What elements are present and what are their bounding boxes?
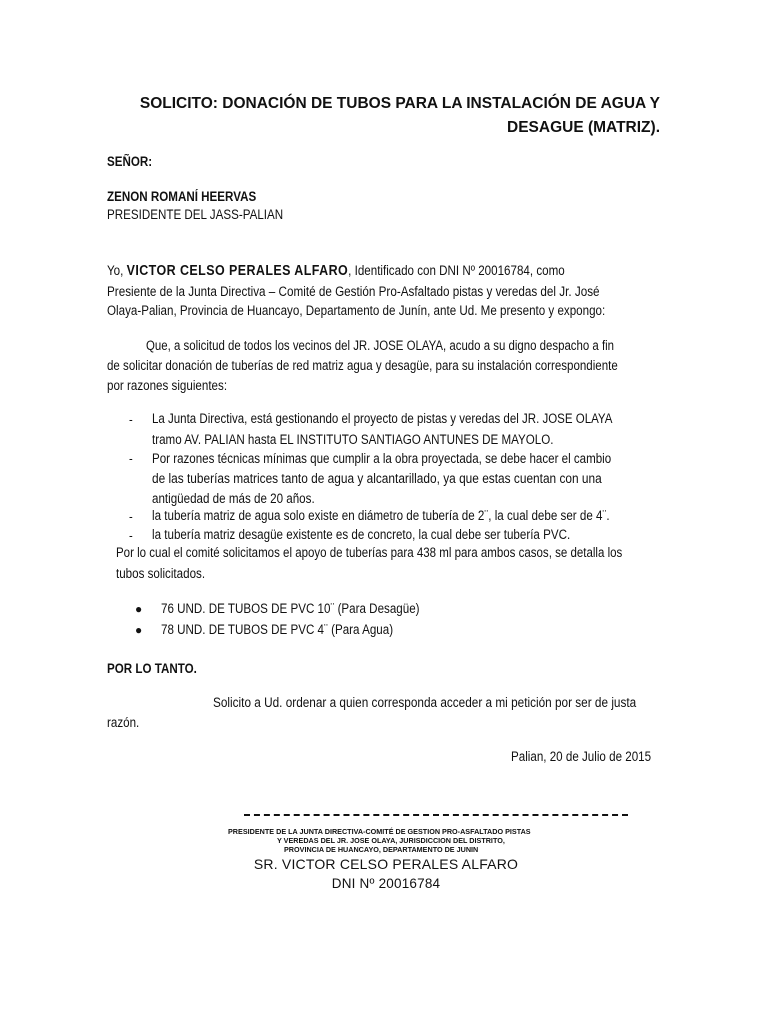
- signature-dni: DNI Nº 20016784: [331, 876, 441, 891]
- intro-line-3: Olaya-Palian, Provincia de Huancayo, Departamento de Junín, ante Ud. Me presento y expongo:: [107, 303, 606, 318]
- paragraph1-line-3: por razones siguientes:: [107, 378, 228, 393]
- reason-2-line-2: de las tuberías matrices tanto de agua y alcantarillado, ya que estas cuentan con una: [152, 471, 602, 486]
- title-line-2: DESAGUE (MATRIZ).: [507, 119, 660, 136]
- signature-line: [244, 814, 628, 816]
- item-1-text: 76 UND. DE TUBOS DE PVC 10¨ (Para Desagüe): [161, 601, 420, 616]
- intro-name: VICTOR CELSO PERALES ALFARO: [126, 263, 349, 279]
- closing-line-1: Solicito a Ud. ordenar a quien corresponda acceder a mi petición por ser de justa: [213, 695, 637, 710]
- reason-4-line-1: la tubería matriz desagüe existente es de concreto, la cual debe ser tubería PVC.: [152, 527, 571, 542]
- reason-3-line-1: la tubería matriz de agua solo existe en diámetro de tubería de 2¨, la cual debe ser de 4¨.: [152, 508, 610, 523]
- place-date: Palian, 20 de Julio de 2015: [511, 749, 652, 764]
- paragraph1-line-2: de solicitar donación de tuberías de red matriz agua y desagüe, para su instalación correspondiente: [107, 358, 618, 373]
- intro-yo: Yo,: [107, 263, 124, 278]
- reason-1-line-2: tramo AV. PALIAN hasta EL INSTITUTO SANTIAGO ANTUNES DE MAYOLO.: [152, 432, 554, 447]
- paragraph2-line-1: Por lo cual el comité solicitamos el apoyo de tuberías para 438 ml para ambos casos, se detalla los: [116, 545, 623, 560]
- item-2-bullet: ●: [135, 623, 143, 637]
- reason-2-line-1: Por razones técnicas mínimas que cumplir a la obra proyectada, se debe hacer el cambio: [152, 451, 612, 466]
- reason-2-dash: -: [129, 451, 133, 466]
- item-2-text: 78 UND. DE TUBOS DE PVC 4¨ (Para Agua): [161, 622, 394, 637]
- signature-name: SR. VICTOR CELSO PERALES ALFARO: [253, 856, 519, 872]
- reason-1-line-1: La Junta Directiva, está gestionando el proyecto de pistas y veredas del JR. JOSE OLAYA: [152, 411, 613, 426]
- paragraph2-line-2: tubos solicitados.: [116, 566, 206, 581]
- intro-line-2: Presiente de la Junta Directiva – Comité de Gestión Pro-Asfaltado pistas y veredas del Jr. José: [107, 284, 600, 299]
- signature-title-line-3: PROVINCIA DE HUANCAYO, DEPARTAMENTO DE JUNIN: [284, 845, 479, 854]
- item-1-bullet: ●: [135, 602, 143, 616]
- intro-rest: , Identificado con DNI Nº 20016784, como: [348, 263, 565, 278]
- intro-paragraph: [107, 261, 660, 281]
- salutation: SEÑOR:: [107, 154, 153, 169]
- paragraph1-line-1: Que, a solicitud de todos los vecinos del JR. JOSE OLAYA, acudo a su digno despacho a fin: [146, 338, 615, 353]
- reason-3-dash: -: [129, 509, 133, 524]
- closing-heading: POR LO TANTO.: [107, 661, 197, 676]
- addressee-position: PRESIDENTE DEL JASS-PALIAN: [107, 207, 284, 222]
- reason-1-dash: -: [129, 412, 133, 427]
- signature-title-line-2: Y VEREDAS DEL JR. JOSE OLAYA, JURISDICCION DEL DISTRITO,: [277, 836, 505, 845]
- reason-4-dash: -: [129, 528, 133, 543]
- signature-title-line-1: PRESIDENTE DE LA JUNTA DIRECTIVA-COMITÉ DE GESTION PRO-ASFALTADO PISTAS: [228, 827, 531, 836]
- title-line-1: SOLICITO: DONACIÓN DE TUBOS PARA LA INSTALACIÓN DE AGUA Y: [139, 95, 660, 112]
- addressee-name: ZENON ROMANÍ HEERVAS: [107, 189, 257, 204]
- closing-line-2: razón.: [107, 715, 140, 730]
- reason-2-line-3: antigüedad de más de 20 años.: [152, 491, 315, 506]
